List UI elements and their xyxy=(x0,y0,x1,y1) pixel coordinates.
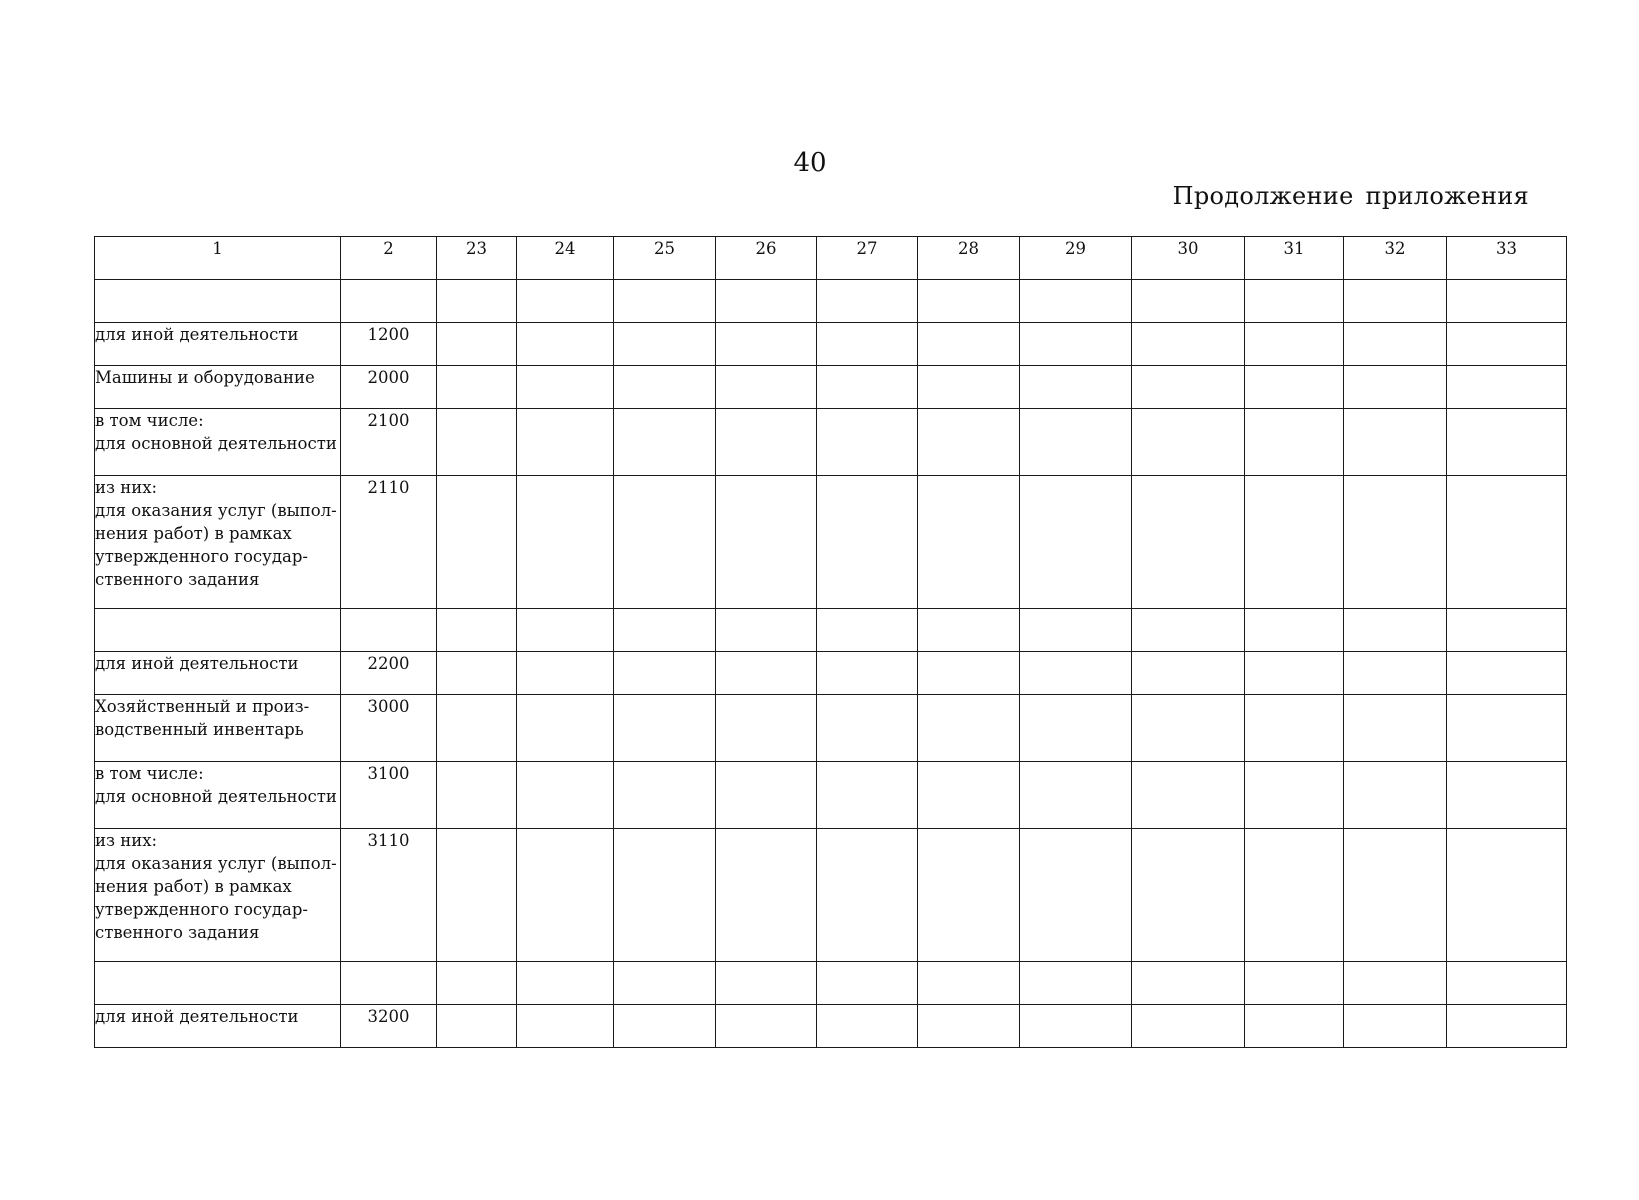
table-row xyxy=(95,609,1567,652)
value-cell[interactable] xyxy=(1020,695,1132,762)
value-cell[interactable] xyxy=(817,762,918,829)
row-label-line: водственный инвентарь xyxy=(95,720,304,739)
value-cell[interactable] xyxy=(918,1005,1020,1048)
value-cell[interactable] xyxy=(1344,323,1447,366)
row-label-line: Хозяйственный и произ- xyxy=(95,697,310,716)
row-code xyxy=(341,280,437,323)
column-header: 24 xyxy=(517,237,614,280)
row-code: 3100 xyxy=(341,762,437,829)
row-label-line: для иной деятельности xyxy=(95,654,299,673)
value-cell[interactable] xyxy=(437,609,517,652)
row-label xyxy=(95,695,341,762)
value-cell[interactable] xyxy=(716,476,817,609)
value-cell[interactable] xyxy=(1245,962,1344,1005)
value-cell[interactable] xyxy=(1020,323,1132,366)
table-row xyxy=(95,829,1567,962)
value-cell[interactable] xyxy=(716,280,817,323)
value-cell[interactable] xyxy=(1447,695,1567,762)
table-row xyxy=(95,409,1567,476)
value-cell[interactable] xyxy=(918,366,1020,409)
value-cell[interactable] xyxy=(918,323,1020,366)
table-row xyxy=(95,762,1567,829)
value-cell[interactable] xyxy=(1245,280,1344,323)
value-cell[interactable] xyxy=(1132,280,1245,323)
row-label-line: из них: xyxy=(95,831,158,850)
value-cell[interactable] xyxy=(716,652,817,695)
value-cell[interactable] xyxy=(437,280,517,323)
value-cell[interactable] xyxy=(614,609,716,652)
value-cell[interactable] xyxy=(614,366,716,409)
value-cell[interactable] xyxy=(1245,366,1344,409)
value-cell[interactable] xyxy=(1020,476,1132,609)
value-cell[interactable] xyxy=(716,409,817,476)
row-label-line: утвержденного государ- xyxy=(95,547,308,566)
row-label-line: нения работ) в рамках xyxy=(95,877,292,896)
value-cell[interactable] xyxy=(918,609,1020,652)
row-code: 2110 xyxy=(341,476,437,609)
value-cell[interactable] xyxy=(716,1005,817,1048)
row-label-line: для оказания услуг (выпол- xyxy=(95,501,337,520)
row-code: 3000 xyxy=(341,695,437,762)
value-cell[interactable] xyxy=(716,962,817,1005)
value-cell[interactable] xyxy=(1020,1005,1132,1048)
row-label-line: для иной деятельности xyxy=(95,1007,299,1026)
value-cell[interactable] xyxy=(437,1005,517,1048)
value-cell[interactable] xyxy=(918,652,1020,695)
column-header: 29 xyxy=(1020,237,1132,280)
value-cell[interactable] xyxy=(918,962,1020,1005)
value-cell[interactable] xyxy=(1132,652,1245,695)
value-cell[interactable] xyxy=(1245,652,1344,695)
value-cell[interactable] xyxy=(716,366,817,409)
value-cell[interactable] xyxy=(1344,366,1447,409)
row-label-line: нения работ) в рамках xyxy=(95,524,292,543)
value-cell[interactable] xyxy=(517,1005,614,1048)
row-code: 2200 xyxy=(341,652,437,695)
row-label xyxy=(95,652,341,695)
value-cell[interactable] xyxy=(1132,323,1245,366)
value-cell[interactable] xyxy=(1344,762,1447,829)
column-header: 32 xyxy=(1344,237,1447,280)
value-cell[interactable] xyxy=(1020,962,1132,1005)
row-label-line: для основной деятельности xyxy=(95,434,337,453)
value-cell[interactable] xyxy=(1020,829,1132,962)
value-cell[interactable] xyxy=(614,1005,716,1048)
value-cell[interactable] xyxy=(1344,695,1447,762)
column-header: 1 xyxy=(95,237,341,280)
table-row xyxy=(95,366,1567,409)
value-cell[interactable] xyxy=(1020,280,1132,323)
value-cell[interactable] xyxy=(716,609,817,652)
value-cell[interactable] xyxy=(1020,366,1132,409)
value-cell[interactable] xyxy=(1344,962,1447,1005)
value-cell[interactable] xyxy=(716,829,817,962)
value-cell[interactable] xyxy=(1447,323,1567,366)
value-cell[interactable] xyxy=(517,366,614,409)
row-label xyxy=(95,609,341,652)
value-cell[interactable] xyxy=(817,366,918,409)
value-cell[interactable] xyxy=(1344,409,1447,476)
value-cell[interactable] xyxy=(716,695,817,762)
value-cell[interactable] xyxy=(437,652,517,695)
value-cell[interactable] xyxy=(1245,323,1344,366)
value-cell[interactable] xyxy=(1132,476,1245,609)
value-cell[interactable] xyxy=(1447,762,1567,829)
value-cell[interactable] xyxy=(1447,409,1567,476)
value-cell[interactable] xyxy=(1245,409,1344,476)
value-cell[interactable] xyxy=(1020,609,1132,652)
value-cell[interactable] xyxy=(918,409,1020,476)
table-row xyxy=(95,962,1567,1005)
row-code xyxy=(341,962,437,1005)
value-cell[interactable] xyxy=(1132,1005,1245,1048)
value-cell[interactable] xyxy=(437,409,517,476)
column-header: 23 xyxy=(437,237,517,280)
table-row xyxy=(95,695,1567,762)
value-cell[interactable] xyxy=(716,762,817,829)
value-cell[interactable] xyxy=(716,323,817,366)
value-cell[interactable] xyxy=(817,476,918,609)
row-label xyxy=(95,762,341,829)
row-code: 2100 xyxy=(341,409,437,476)
value-cell[interactable] xyxy=(437,962,517,1005)
row-label-line: для основной деятельности xyxy=(95,787,337,806)
row-code: 3200 xyxy=(341,1005,437,1048)
row-label xyxy=(95,366,341,409)
value-cell[interactable] xyxy=(1132,762,1245,829)
value-cell[interactable] xyxy=(437,366,517,409)
value-cell[interactable] xyxy=(817,409,918,476)
value-cell[interactable] xyxy=(517,609,614,652)
page-number: 40 xyxy=(793,148,827,178)
column-header: 31 xyxy=(1245,237,1344,280)
value-cell[interactable] xyxy=(918,476,1020,609)
row-label xyxy=(95,962,341,1005)
value-cell[interactable] xyxy=(918,762,1020,829)
value-cell[interactable] xyxy=(1132,829,1245,962)
value-cell[interactable] xyxy=(1447,652,1567,695)
value-cell[interactable] xyxy=(614,280,716,323)
value-cell[interactable] xyxy=(1447,962,1567,1005)
value-cell[interactable] xyxy=(1344,280,1447,323)
column-header: 28 xyxy=(918,237,1020,280)
value-cell[interactable] xyxy=(517,962,614,1005)
row-label xyxy=(95,280,341,323)
value-cell[interactable] xyxy=(517,652,614,695)
row-label xyxy=(95,409,341,476)
value-cell[interactable] xyxy=(517,695,614,762)
column-header: 26 xyxy=(716,237,817,280)
row-label-line: ственного задания xyxy=(95,923,260,942)
value-cell[interactable] xyxy=(437,762,517,829)
row-label-line: утвержденного государ- xyxy=(95,900,308,919)
value-cell[interactable] xyxy=(437,695,517,762)
row-code: 3110 xyxy=(341,829,437,962)
row-label-line: для иной деятельности xyxy=(95,325,299,344)
value-cell[interactable] xyxy=(1020,652,1132,695)
value-cell[interactable] xyxy=(1447,280,1567,323)
value-cell[interactable] xyxy=(817,323,918,366)
column-header: 25 xyxy=(614,237,716,280)
value-cell[interactable] xyxy=(437,829,517,962)
column-header: 33 xyxy=(1447,237,1567,280)
value-cell[interactable] xyxy=(1447,609,1567,652)
column-header: 2 xyxy=(341,237,437,280)
table-row xyxy=(95,1005,1567,1048)
continuation-title: Продолжение приложения xyxy=(1172,182,1529,210)
value-cell[interactable] xyxy=(614,762,716,829)
row-code: 2000 xyxy=(341,366,437,409)
value-cell[interactable] xyxy=(1245,609,1344,652)
value-cell[interactable] xyxy=(1020,409,1132,476)
appendix-table xyxy=(94,236,1567,1048)
row-code xyxy=(341,609,437,652)
value-cell[interactable] xyxy=(1344,476,1447,609)
value-cell[interactable] xyxy=(817,1005,918,1048)
value-cell[interactable] xyxy=(1245,695,1344,762)
value-cell[interactable] xyxy=(1344,1005,1447,1048)
value-cell[interactable] xyxy=(614,962,716,1005)
value-cell[interactable] xyxy=(614,829,716,962)
value-cell[interactable] xyxy=(918,695,1020,762)
value-cell[interactable] xyxy=(817,652,918,695)
table-row xyxy=(95,323,1567,366)
column-header: 30 xyxy=(1132,237,1245,280)
value-cell[interactable] xyxy=(1447,366,1567,409)
value-cell[interactable] xyxy=(614,652,716,695)
row-label-line: Машины и оборудование xyxy=(95,368,315,387)
row-label xyxy=(95,829,341,962)
value-cell[interactable] xyxy=(517,409,614,476)
value-cell[interactable] xyxy=(1020,762,1132,829)
value-cell[interactable] xyxy=(1344,609,1447,652)
table-header-row xyxy=(95,237,1567,280)
value-cell[interactable] xyxy=(1245,1005,1344,1048)
value-cell[interactable] xyxy=(517,762,614,829)
value-cell[interactable] xyxy=(614,695,716,762)
value-cell[interactable] xyxy=(517,476,614,609)
value-cell[interactable] xyxy=(1344,652,1447,695)
value-cell[interactable] xyxy=(1132,366,1245,409)
row-label-line: для оказания услуг (выпол- xyxy=(95,854,337,873)
value-cell[interactable] xyxy=(614,476,716,609)
value-cell[interactable] xyxy=(817,695,918,762)
value-cell[interactable] xyxy=(1132,409,1245,476)
row-label xyxy=(95,1005,341,1048)
value-cell[interactable] xyxy=(817,829,918,962)
value-cell[interactable] xyxy=(1447,476,1567,609)
value-cell[interactable] xyxy=(918,280,1020,323)
value-cell[interactable] xyxy=(817,962,918,1005)
table-row xyxy=(95,280,1567,323)
value-cell[interactable] xyxy=(1447,1005,1567,1048)
value-cell[interactable] xyxy=(437,476,517,609)
value-cell[interactable] xyxy=(817,280,918,323)
value-cell[interactable] xyxy=(517,280,614,323)
table-row xyxy=(95,476,1567,609)
value-cell[interactable] xyxy=(1132,962,1245,1005)
row-label xyxy=(95,476,341,609)
row-code: 1200 xyxy=(341,323,437,366)
value-cell[interactable] xyxy=(817,609,918,652)
row-label-line: в том числе: xyxy=(95,411,204,430)
table-row xyxy=(95,652,1567,695)
row-label-line: ственного задания xyxy=(95,570,260,589)
value-cell[interactable] xyxy=(517,323,614,366)
value-cell[interactable] xyxy=(517,829,614,962)
value-cell[interactable] xyxy=(1245,762,1344,829)
value-cell[interactable] xyxy=(1245,829,1344,962)
value-cell[interactable] xyxy=(1245,476,1344,609)
row-label-line: в том числе: xyxy=(95,764,204,783)
value-cell[interactable] xyxy=(437,323,517,366)
row-label-line: из них: xyxy=(95,478,158,497)
row-label xyxy=(95,323,341,366)
value-cell[interactable] xyxy=(1447,829,1567,962)
value-cell[interactable] xyxy=(614,323,716,366)
value-cell[interactable] xyxy=(1132,695,1245,762)
value-cell[interactable] xyxy=(1132,609,1245,652)
value-cell[interactable] xyxy=(1344,829,1447,962)
column-header: 27 xyxy=(817,237,918,280)
value-cell[interactable] xyxy=(918,829,1020,962)
value-cell[interactable] xyxy=(614,409,716,476)
